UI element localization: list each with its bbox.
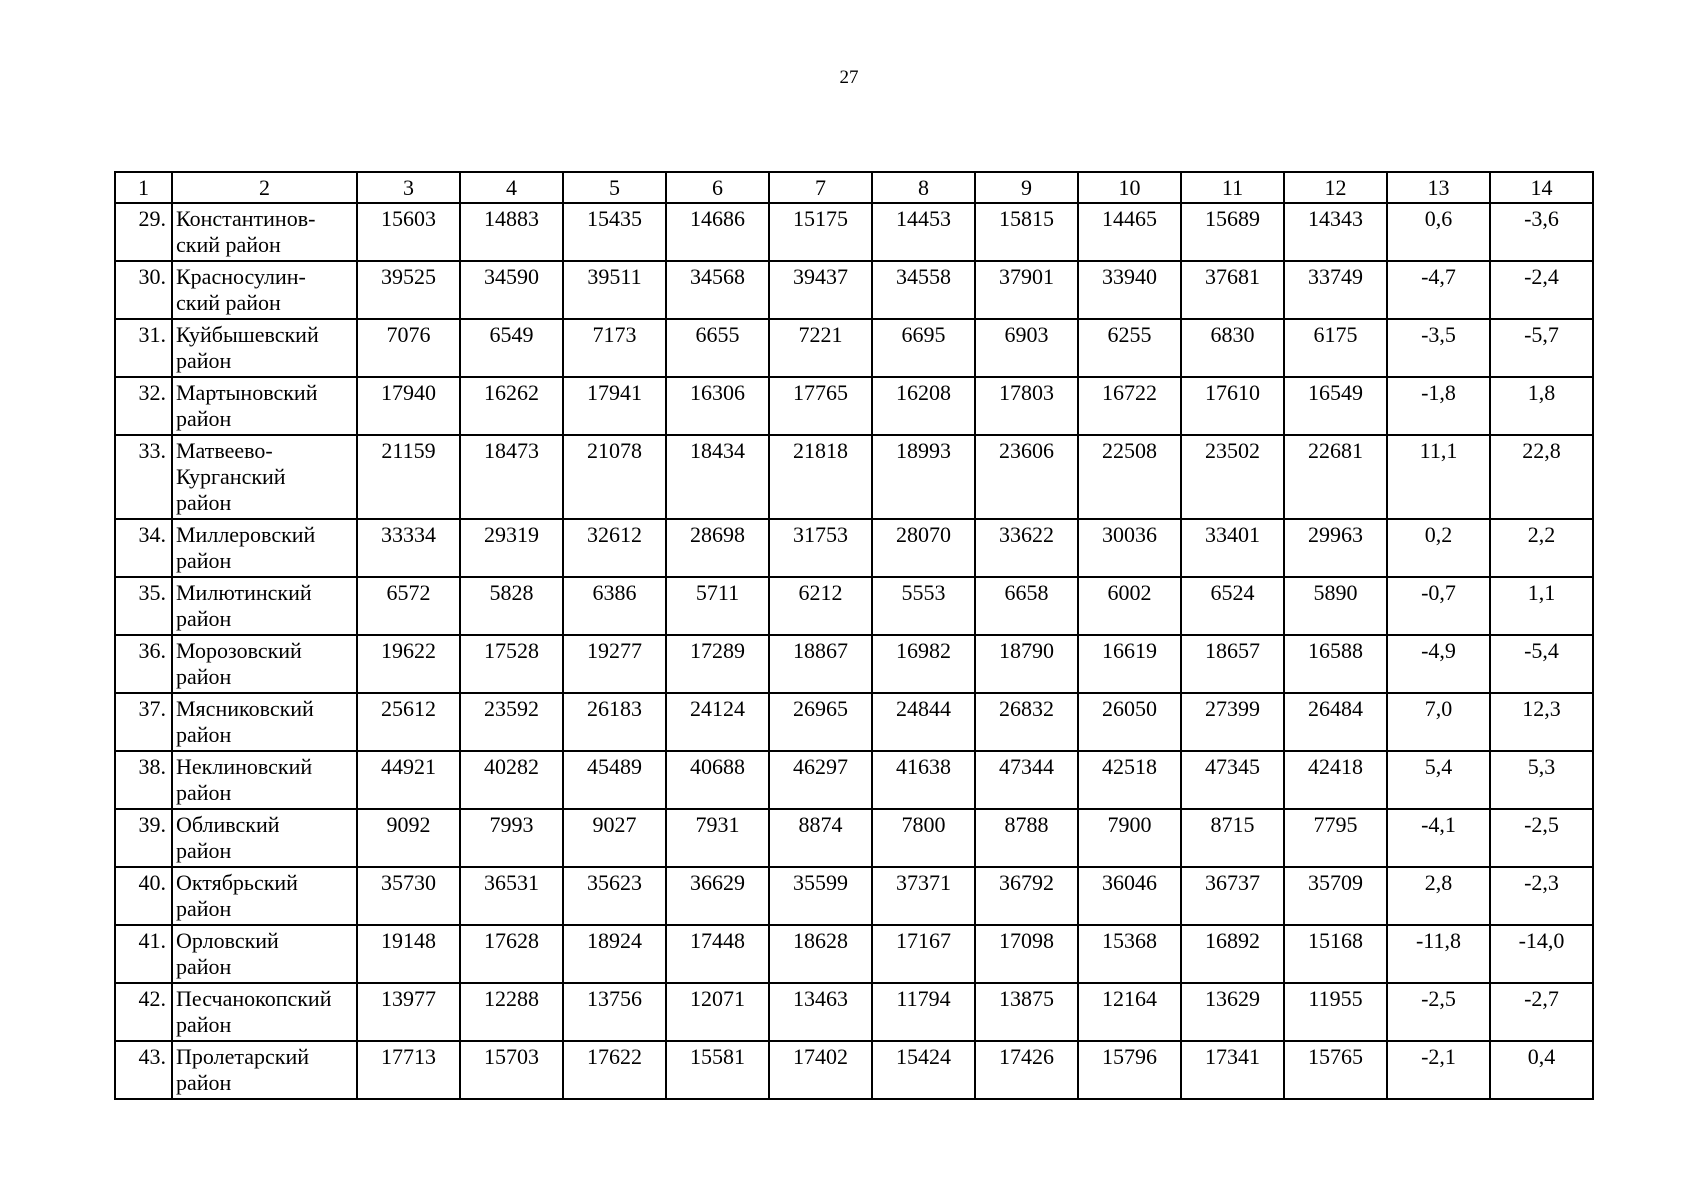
- value-cell: 18628: [769, 925, 872, 983]
- value-cell: 15175: [769, 203, 872, 261]
- row-number: 35.: [115, 577, 172, 635]
- district-name: [172, 435, 357, 519]
- value-cell: 11,1: [1387, 435, 1490, 519]
- value-cell: 6386: [563, 577, 666, 635]
- value-cell: 35623: [563, 867, 666, 925]
- value-cell: 6255: [1078, 319, 1181, 377]
- value-cell: -3,5: [1387, 319, 1490, 377]
- row-number: 29.: [115, 203, 172, 261]
- value-cell: 0,6: [1387, 203, 1490, 261]
- district-name: [172, 1041, 357, 1099]
- column-header: 7: [769, 172, 872, 203]
- value-cell: 16722: [1078, 377, 1181, 435]
- value-cell: 7795: [1284, 809, 1387, 867]
- district-name: [172, 319, 357, 377]
- value-cell: 47345: [1181, 751, 1284, 809]
- row-number: 43.: [115, 1041, 172, 1099]
- row-number: 36.: [115, 635, 172, 693]
- value-cell: 9092: [357, 809, 460, 867]
- value-cell: 36629: [666, 867, 769, 925]
- value-cell: 36046: [1078, 867, 1181, 925]
- district-name-line: Красносулин-: [176, 264, 306, 289]
- value-cell: 18657: [1181, 635, 1284, 693]
- column-header: 9: [975, 172, 1078, 203]
- value-cell: 33622: [975, 519, 1078, 577]
- value-cell: 12164: [1078, 983, 1181, 1041]
- row-number: 30.: [115, 261, 172, 319]
- district-name: [172, 577, 357, 635]
- value-cell: 5553: [872, 577, 975, 635]
- column-header: 4: [460, 172, 563, 203]
- district-name-line: район: [176, 606, 232, 631]
- value-cell: 40282: [460, 751, 563, 809]
- value-cell: 36737: [1181, 867, 1284, 925]
- table-row: [115, 261, 1593, 319]
- value-cell: 29963: [1284, 519, 1387, 577]
- district-name-line: район: [176, 722, 232, 747]
- table-row: [115, 577, 1593, 635]
- value-cell: 7993: [460, 809, 563, 867]
- value-cell: 27399: [1181, 693, 1284, 751]
- value-cell: 26965: [769, 693, 872, 751]
- district-name-line: район: [176, 896, 232, 921]
- value-cell: 16208: [872, 377, 975, 435]
- value-cell: 23592: [460, 693, 563, 751]
- value-cell: -1,8: [1387, 377, 1490, 435]
- value-cell: 39511: [563, 261, 666, 319]
- value-cell: 6175: [1284, 319, 1387, 377]
- value-cell: 17628: [460, 925, 563, 983]
- value-cell: 22681: [1284, 435, 1387, 519]
- value-cell: 13629: [1181, 983, 1284, 1041]
- value-cell: 6695: [872, 319, 975, 377]
- district-name-line: Неклиновский: [176, 754, 313, 779]
- column-header: 11: [1181, 172, 1284, 203]
- value-cell: 7,0: [1387, 693, 1490, 751]
- value-cell: 15168: [1284, 925, 1387, 983]
- district-name-line: район: [176, 1012, 232, 1037]
- value-cell: 15815: [975, 203, 1078, 261]
- value-cell: 29319: [460, 519, 563, 577]
- value-cell: 18867: [769, 635, 872, 693]
- value-cell: -2,5: [1387, 983, 1490, 1041]
- value-cell: 7800: [872, 809, 975, 867]
- data-table: [114, 171, 1594, 1100]
- value-cell: 12071: [666, 983, 769, 1041]
- value-cell: 21159: [357, 435, 460, 519]
- value-cell: 11794: [872, 983, 975, 1041]
- value-cell: 42518: [1078, 751, 1181, 809]
- value-cell: 37371: [872, 867, 975, 925]
- district-name-line: район: [176, 348, 232, 373]
- value-cell: 1,1: [1490, 577, 1593, 635]
- value-cell: 33401: [1181, 519, 1284, 577]
- value-cell: 13463: [769, 983, 872, 1041]
- value-cell: 17940: [357, 377, 460, 435]
- value-cell: 8788: [975, 809, 1078, 867]
- value-cell: 14686: [666, 203, 769, 261]
- value-cell: 16306: [666, 377, 769, 435]
- value-cell: 26050: [1078, 693, 1181, 751]
- value-cell: 17528: [460, 635, 563, 693]
- value-cell: -5,4: [1490, 635, 1593, 693]
- value-cell: 33334: [357, 519, 460, 577]
- value-cell: 6655: [666, 319, 769, 377]
- column-header: 14: [1490, 172, 1593, 203]
- table-row: [115, 203, 1593, 261]
- value-cell: 36792: [975, 867, 1078, 925]
- value-cell: 44921: [357, 751, 460, 809]
- table-row: [115, 519, 1593, 577]
- value-cell: 7900: [1078, 809, 1181, 867]
- value-cell: 15603: [357, 203, 460, 261]
- district-name: [172, 203, 357, 261]
- value-cell: 17426: [975, 1041, 1078, 1099]
- value-cell: 24844: [872, 693, 975, 751]
- row-number: 33.: [115, 435, 172, 519]
- row-number: 32.: [115, 377, 172, 435]
- value-cell: 15581: [666, 1041, 769, 1099]
- district-name: [172, 867, 357, 925]
- value-cell: 9027: [563, 809, 666, 867]
- page-number: 27: [839, 67, 859, 88]
- value-cell: 6830: [1181, 319, 1284, 377]
- value-cell: 23502: [1181, 435, 1284, 519]
- value-cell: -3,6: [1490, 203, 1593, 261]
- value-cell: 13756: [563, 983, 666, 1041]
- value-cell: -4,7: [1387, 261, 1490, 319]
- value-cell: 19148: [357, 925, 460, 983]
- value-cell: 47344: [975, 751, 1078, 809]
- value-cell: 18924: [563, 925, 666, 983]
- value-cell: 26484: [1284, 693, 1387, 751]
- value-cell: 28070: [872, 519, 975, 577]
- value-cell: 15435: [563, 203, 666, 261]
- district-name-line: Курганский: [176, 464, 286, 489]
- value-cell: 31753: [769, 519, 872, 577]
- row-number: 38.: [115, 751, 172, 809]
- table-row: [115, 377, 1593, 435]
- value-cell: -2,7: [1490, 983, 1593, 1041]
- row-number: 34.: [115, 519, 172, 577]
- column-header: 1: [115, 172, 172, 203]
- value-cell: -0,7: [1387, 577, 1490, 635]
- district-name: [172, 519, 357, 577]
- value-cell: 12288: [460, 983, 563, 1041]
- column-header: 10: [1078, 172, 1181, 203]
- value-cell: 2,2: [1490, 519, 1593, 577]
- table-row: [115, 693, 1593, 751]
- table-row: [115, 435, 1593, 519]
- value-cell: 7076: [357, 319, 460, 377]
- value-cell: 17448: [666, 925, 769, 983]
- district-name-line: Миллеровский: [176, 522, 316, 547]
- district-name: [172, 377, 357, 435]
- value-cell: 25612: [357, 693, 460, 751]
- value-cell: 33940: [1078, 261, 1181, 319]
- value-cell: 37901: [975, 261, 1078, 319]
- value-cell: 30036: [1078, 519, 1181, 577]
- value-cell: 6212: [769, 577, 872, 635]
- value-cell: 6903: [975, 319, 1078, 377]
- table-row: [115, 809, 1593, 867]
- value-cell: 22,8: [1490, 435, 1593, 519]
- district-name-line: Орловский: [176, 928, 279, 953]
- value-cell: 1,8: [1490, 377, 1593, 435]
- value-cell: 46297: [769, 751, 872, 809]
- district-name-line: Константинов-: [176, 206, 316, 231]
- value-cell: 15368: [1078, 925, 1181, 983]
- district-name-line: район: [176, 406, 232, 431]
- value-cell: 24124: [666, 693, 769, 751]
- table-body: [115, 172, 1593, 1099]
- value-cell: 18790: [975, 635, 1078, 693]
- table-row: [115, 1041, 1593, 1099]
- value-cell: 17622: [563, 1041, 666, 1099]
- value-cell: 16892: [1181, 925, 1284, 983]
- column-header: 8: [872, 172, 975, 203]
- row-number: 39.: [115, 809, 172, 867]
- value-cell: 7221: [769, 319, 872, 377]
- value-cell: 41638: [872, 751, 975, 809]
- value-cell: 15765: [1284, 1041, 1387, 1099]
- value-cell: 8874: [769, 809, 872, 867]
- value-cell: 5828: [460, 577, 563, 635]
- value-cell: 19277: [563, 635, 666, 693]
- table-row: [115, 867, 1593, 925]
- district-name-line: район: [176, 780, 232, 805]
- value-cell: 17098: [975, 925, 1078, 983]
- district-name-line: Милютинский: [176, 580, 312, 605]
- district-name-line: район: [176, 490, 232, 515]
- value-cell: 39437: [769, 261, 872, 319]
- value-cell: 16262: [460, 377, 563, 435]
- value-cell: 18993: [872, 435, 975, 519]
- value-cell: 15796: [1078, 1041, 1181, 1099]
- value-cell: -2,5: [1490, 809, 1593, 867]
- district-name-line: Пролетарский: [176, 1044, 309, 1069]
- value-cell: 6524: [1181, 577, 1284, 635]
- value-cell: 6549: [460, 319, 563, 377]
- district-name-line: район: [176, 954, 232, 979]
- value-cell: 7931: [666, 809, 769, 867]
- value-cell: 6658: [975, 577, 1078, 635]
- row-number: 31.: [115, 319, 172, 377]
- district-name-line: ский район: [176, 232, 281, 257]
- value-cell: -14,0: [1490, 925, 1593, 983]
- value-cell: 40688: [666, 751, 769, 809]
- district-name-line: Октябрьский: [176, 870, 298, 895]
- value-cell: 17610: [1181, 377, 1284, 435]
- value-cell: 14453: [872, 203, 975, 261]
- table-row: [115, 751, 1593, 809]
- value-cell: 7173: [563, 319, 666, 377]
- value-cell: 19622: [357, 635, 460, 693]
- value-cell: 32612: [563, 519, 666, 577]
- value-cell: 35599: [769, 867, 872, 925]
- value-cell: -2,4: [1490, 261, 1593, 319]
- value-cell: 18434: [666, 435, 769, 519]
- value-cell: 17167: [872, 925, 975, 983]
- column-header: 13: [1387, 172, 1490, 203]
- value-cell: 17341: [1181, 1041, 1284, 1099]
- value-cell: 36531: [460, 867, 563, 925]
- district-name-line: Мартыновский: [176, 380, 318, 405]
- district-name-line: район: [176, 664, 232, 689]
- value-cell: 13875: [975, 983, 1078, 1041]
- district-name-line: район: [176, 1070, 232, 1095]
- table-row: [115, 983, 1593, 1041]
- value-cell: 17941: [563, 377, 666, 435]
- column-header: 5: [563, 172, 666, 203]
- value-cell: -4,1: [1387, 809, 1490, 867]
- value-cell: 21818: [769, 435, 872, 519]
- value-cell: 33749: [1284, 261, 1387, 319]
- value-cell: 6002: [1078, 577, 1181, 635]
- value-cell: 22508: [1078, 435, 1181, 519]
- value-cell: 12,3: [1490, 693, 1593, 751]
- value-cell: 16588: [1284, 635, 1387, 693]
- value-cell: 15424: [872, 1041, 975, 1099]
- district-name-line: Обливский: [176, 812, 280, 837]
- district-name-line: район: [176, 548, 232, 573]
- column-header: 2: [172, 172, 357, 203]
- value-cell: 35709: [1284, 867, 1387, 925]
- value-cell: 17765: [769, 377, 872, 435]
- value-cell: 6572: [357, 577, 460, 635]
- value-cell: 0,2: [1387, 519, 1490, 577]
- value-cell: 13977: [357, 983, 460, 1041]
- value-cell: 17289: [666, 635, 769, 693]
- value-cell: -2,1: [1387, 1041, 1490, 1099]
- value-cell: 15703: [460, 1041, 563, 1099]
- value-cell: 18473: [460, 435, 563, 519]
- column-header: 3: [357, 172, 460, 203]
- value-cell: 21078: [563, 435, 666, 519]
- table-row: [115, 925, 1593, 983]
- value-cell: -11,8: [1387, 925, 1490, 983]
- value-cell: 8715: [1181, 809, 1284, 867]
- value-cell: 34590: [460, 261, 563, 319]
- value-cell: 17402: [769, 1041, 872, 1099]
- value-cell: 5711: [666, 577, 769, 635]
- value-cell: 5,4: [1387, 751, 1490, 809]
- column-header: 6: [666, 172, 769, 203]
- district-name: [172, 983, 357, 1041]
- district-name: [172, 635, 357, 693]
- value-cell: 14343: [1284, 203, 1387, 261]
- district-name: [172, 261, 357, 319]
- value-cell: 16982: [872, 635, 975, 693]
- district-name-line: район: [176, 838, 232, 863]
- value-cell: 17803: [975, 377, 1078, 435]
- district-name-line: Песчанокопский: [176, 986, 332, 1011]
- value-cell: 16619: [1078, 635, 1181, 693]
- value-cell: 37681: [1181, 261, 1284, 319]
- value-cell: 15689: [1181, 203, 1284, 261]
- column-header: 12: [1284, 172, 1387, 203]
- table-row: [115, 635, 1593, 693]
- value-cell: -4,9: [1387, 635, 1490, 693]
- value-cell: 11955: [1284, 983, 1387, 1041]
- row-number: 40.: [115, 867, 172, 925]
- district-name-line: Мясниковский: [176, 696, 314, 721]
- value-cell: 5890: [1284, 577, 1387, 635]
- value-cell: 34568: [666, 261, 769, 319]
- value-cell: 26183: [563, 693, 666, 751]
- value-cell: 28698: [666, 519, 769, 577]
- value-cell: 0,4: [1490, 1041, 1593, 1099]
- value-cell: 34558: [872, 261, 975, 319]
- table-row: [115, 319, 1593, 377]
- district-name: [172, 925, 357, 983]
- value-cell: 39525: [357, 261, 460, 319]
- district-name-line: ский район: [176, 290, 281, 315]
- value-cell: 35730: [357, 867, 460, 925]
- value-cell: 17713: [357, 1041, 460, 1099]
- district-name-line: Матвеево-: [176, 438, 273, 463]
- value-cell: 14465: [1078, 203, 1181, 261]
- value-cell: -5,7: [1490, 319, 1593, 377]
- value-cell: 16549: [1284, 377, 1387, 435]
- value-cell: 5,3: [1490, 751, 1593, 809]
- district-name: [172, 809, 357, 867]
- value-cell: 14883: [460, 203, 563, 261]
- value-cell: 23606: [975, 435, 1078, 519]
- value-cell: -2,3: [1490, 867, 1593, 925]
- district-name-line: Куйбышевский: [176, 322, 319, 347]
- value-cell: 45489: [563, 751, 666, 809]
- row-number: 37.: [115, 693, 172, 751]
- value-cell: 26832: [975, 693, 1078, 751]
- district-name: [172, 751, 357, 809]
- value-cell: 2,8: [1387, 867, 1490, 925]
- row-number: 41.: [115, 925, 172, 983]
- district-name: [172, 693, 357, 751]
- row-number: 42.: [115, 983, 172, 1041]
- district-name-line: Морозовский: [176, 638, 302, 663]
- header-row: [115, 172, 1593, 203]
- value-cell: 42418: [1284, 751, 1387, 809]
